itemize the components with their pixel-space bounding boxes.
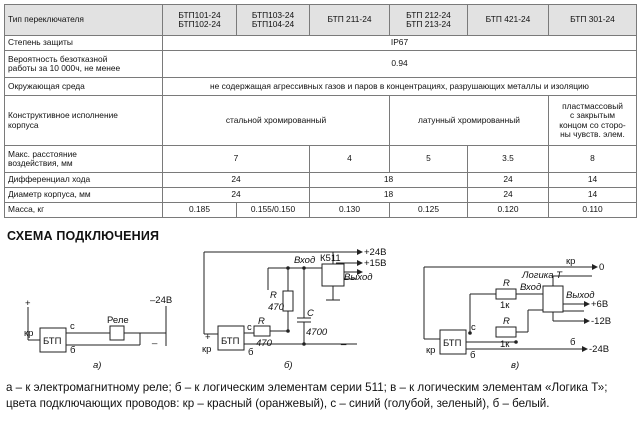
label-environment: Окружающая среда	[5, 78, 163, 96]
value-diameter-6: 14	[549, 188, 637, 203]
scheme-c-b: б	[570, 337, 576, 348]
value-differential-12: 24	[163, 173, 310, 188]
scheme-c-minus12: -12В	[591, 316, 612, 327]
scheme-c-r2-val: 1к	[500, 339, 510, 350]
scheme-c-bb: б	[470, 350, 476, 361]
housing-plastic-line2: с закрытым	[570, 110, 615, 121]
scheme-title: СХЕМА ПОДКЛЮЧЕНИЯ	[7, 229, 160, 243]
scheme-b-kr: кр	[202, 344, 212, 355]
value-distance-12: 7	[163, 146, 310, 173]
value-reliability: 0.94	[163, 51, 637, 78]
label-protection: Степень защиты	[5, 36, 163, 51]
node-b-3	[286, 329, 290, 333]
label-reliability-line2: работы за 10 000ч, не менее	[8, 63, 121, 73]
value-distance-6: 8	[549, 146, 637, 173]
scheme-a-btp: БТП	[43, 336, 62, 347]
scheme-b-r2: R	[258, 316, 265, 327]
value-mass-4: 0.125	[390, 203, 468, 218]
header-col1-line1: БТП101-24	[178, 9, 221, 20]
scheme-a-minus: _	[152, 334, 158, 345]
header-col2-line2: БТП104-24	[251, 19, 295, 29]
scheme-b-input: Вход	[294, 255, 316, 266]
arrow-c-zero	[592, 264, 598, 270]
scheme-b-chip-box	[322, 264, 344, 286]
header-col2-line1: БТП103-24	[251, 9, 295, 20]
scheme-b-minus: _	[341, 335, 347, 346]
label-housing-line2: корпуса	[8, 119, 39, 130]
value-housing-brass: латунный хромированный	[390, 96, 549, 146]
scheme-c-resistor-2	[496, 327, 516, 337]
scheme-c-zero: 0	[599, 262, 605, 273]
arrow-plus24	[357, 249, 363, 255]
label-diameter: Диаметр корпуса, мм	[5, 188, 163, 203]
value-diameter-12: 24	[163, 188, 310, 203]
scheme-c-kr: кр	[426, 345, 436, 356]
scheme-b-r2-val: 470	[256, 338, 272, 349]
scheme-a-relay-coil	[110, 326, 124, 340]
scheme-c-resistor-1	[496, 289, 516, 299]
label-reliability-line1: Вероятность безотказной	[8, 53, 108, 64]
value-mass-6: 0.110	[549, 203, 637, 218]
arrow-minus12	[584, 318, 590, 324]
scheme-b-r1: R	[270, 290, 277, 301]
scheme-a-relay-label: Реле	[107, 315, 129, 326]
housing-plastic-line3: концом со сторо-	[559, 119, 626, 130]
header-col1-line2: БТП102-24	[178, 19, 221, 29]
caption	[6, 380, 636, 411]
scheme-c-logic-box	[543, 286, 563, 312]
arrow-plus15	[357, 260, 363, 266]
scheme-b-b: б	[248, 347, 254, 358]
value-differential-5: 24	[468, 173, 549, 188]
scheme-b-cap: C	[307, 308, 314, 319]
value-protection: IP67	[163, 36, 637, 51]
value-distance-4: 5	[390, 146, 468, 173]
value-differential-6: 14	[549, 173, 637, 188]
node-b-2	[302, 266, 306, 270]
scheme-a-minus-voltage: –24В	[150, 295, 173, 306]
scheme-b-plus15: +15В	[364, 258, 387, 269]
scheme-c-r1: R	[503, 278, 510, 289]
value-mass-5: 0.120	[468, 203, 549, 218]
scheme-c-r1-val: 1к	[500, 300, 510, 311]
scheme-a-c: с	[70, 321, 75, 332]
scheme-c-minus24: -24В	[589, 344, 610, 355]
scheme-c-label: в)	[511, 360, 520, 371]
header-col3: БТП 211-24	[310, 5, 390, 36]
scheme-a-plus: +	[25, 298, 31, 309]
header-col4-line2: БТП 213-24	[406, 19, 451, 29]
scheme-b-output: Выход	[344, 272, 373, 283]
scheme-a-b: б	[70, 345, 76, 356]
value-mass-2: 0.155/0.150	[237, 203, 310, 218]
scheme-b-plus24: +24В	[364, 247, 387, 258]
scheme-c-c: с	[471, 322, 476, 333]
scheme-a-kr: кр	[24, 328, 34, 339]
header-param: Тип переключателя	[5, 5, 163, 36]
scheme-c-output: Выход	[566, 290, 595, 301]
scheme-c-btp: БТП	[443, 338, 462, 349]
value-environment: не содержащая агрессивных газов и паров в концентрациях, разрушающих металлы и изоляцию	[163, 78, 637, 96]
scheme-a-label: а)	[93, 360, 102, 371]
node-b-4	[302, 342, 306, 346]
scheme-b-label: б)	[284, 360, 293, 371]
value-distance-5: 3.5	[468, 146, 549, 173]
value-differential-34: 18	[310, 173, 468, 188]
node-c-2	[514, 340, 518, 344]
label-mass: Масса, кг	[5, 203, 163, 218]
value-distance-3: 4	[310, 146, 390, 173]
value-diameter-34: 18	[310, 188, 468, 203]
header-col6: БТП 301-24	[549, 5, 637, 36]
scheme-c-plus6: +6В	[591, 299, 609, 310]
scheme-b-c: с	[247, 322, 252, 333]
scheme-c-logic: Логика Т	[522, 270, 562, 281]
label-housing-line1: Конструктивное исполнение	[8, 110, 118, 121]
scheme-c-kr0: кр	[566, 256, 576, 267]
node-b-1	[286, 266, 290, 270]
scheme-b-btp: БТП	[221, 336, 240, 347]
caption-line2: цвета подключающих проводов: кр – красный (оранжевый), с – синий (голубой, зеленый), б – белый.	[6, 396, 550, 410]
arrow-plus6	[584, 301, 590, 307]
label-differential: Дифференциал хода	[5, 173, 163, 188]
scheme-b-cap-val: 4700	[306, 327, 328, 338]
value-mass-3: 0.130	[310, 203, 390, 218]
housing-plastic-line4: ны чувств. элем.	[560, 128, 625, 139]
scheme-b-resistor-1	[283, 291, 293, 311]
scheme-b-chip: К511	[320, 253, 341, 264]
caption-line1: а – к электромагнитному реле; б – к логическим элементам серии 511; в – к логическим элементам «Логика Т»;	[6, 381, 608, 394]
value-housing-steel: стальной хромированный	[163, 96, 390, 146]
label-distance-line2: воздействия, мм	[8, 158, 73, 168]
housing-plastic-line1: пластмассовый	[562, 100, 623, 111]
header-col4-line1: БТП 212-24	[406, 9, 451, 20]
scheme-c-r2: R	[503, 316, 510, 327]
scheme-b-resistor-2	[254, 326, 270, 336]
scheme-b-plus: +	[205, 332, 211, 343]
value-diameter-5: 24	[468, 188, 549, 203]
label-distance-line1: Макс. расстояние	[8, 148, 77, 159]
header-col5: БТП 421-24	[468, 5, 549, 36]
scheme-c-input: Вход	[520, 282, 542, 293]
arrow-minus24	[582, 346, 588, 352]
scheme-b-r1-val: 470	[268, 302, 284, 313]
value-mass-1: 0.185	[163, 203, 237, 218]
